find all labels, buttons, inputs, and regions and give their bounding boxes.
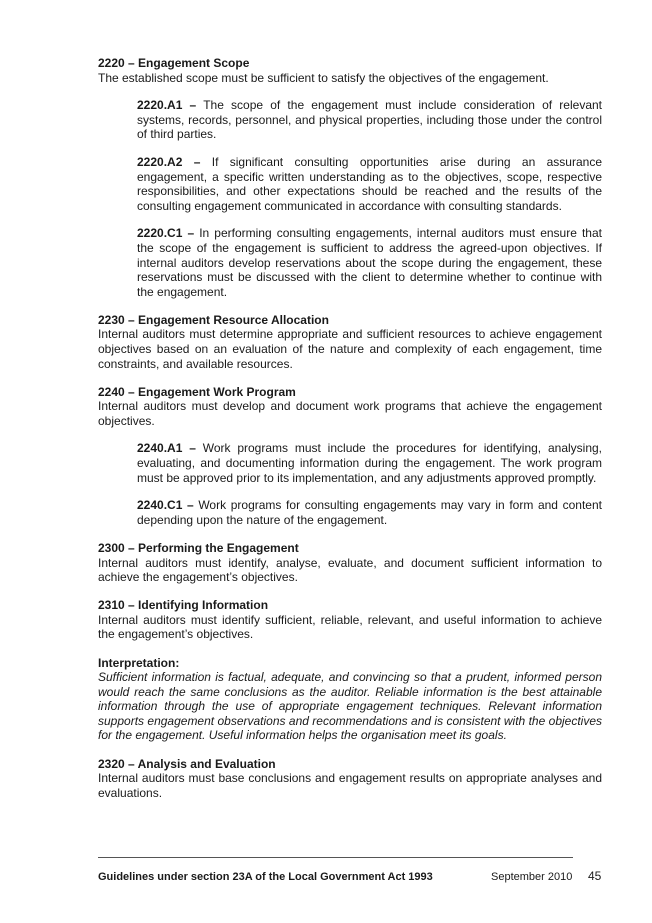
section-heading: 2240 – Engagement Work Program: [98, 384, 296, 399]
section-2300: [98, 541, 602, 585]
standard-code: 2220.A2 –: [137, 154, 201, 169]
standard-code: 2220.A1 –: [137, 98, 197, 113]
standard-2240-a1: [137, 441, 602, 485]
standard-text: Work programs must include the procedures for identifying, analysing, evaluating, and documenting information during the engagement. The work program must be approved prior to its implementation, and any adjustments approved promptly.: [137, 441, 603, 485]
section-text: The established scope must be sufficient to satisfy the objectives of the engagement.: [98, 70, 549, 85]
standard-2220-a2: [137, 155, 602, 213]
section-text: Internal auditors must base conclusions and engagement results on appropriate analyses and evaluations.: [98, 771, 602, 800]
standard-2220-c1: [137, 226, 602, 299]
standard-code: 2240.C1 –: [137, 498, 194, 513]
standard-text: Work programs for consulting engagements may vary in form and content depending upon the nature of the engagement.: [137, 498, 602, 527]
footer-date: September 2010: [491, 871, 573, 883]
interpretation-heading: Interpretation:: [98, 655, 180, 670]
section-heading: 2230 – Engagement Resource Allocation: [98, 312, 329, 327]
interpretation: [98, 656, 602, 744]
section-heading: 2310 – Identifying Information: [98, 598, 269, 613]
section-2240: [98, 385, 602, 528]
section-2320: [98, 757, 602, 801]
section-heading: 2220 – Engagement Scope: [98, 56, 250, 70]
section-text: Internal auditors must develop and document work programs that achieve the engagement objectives.: [98, 399, 602, 428]
document-body: [98, 56, 602, 814]
section-2230: [98, 313, 602, 371]
standard-2220-a1: [137, 98, 602, 142]
footer-divider: [98, 857, 573, 858]
section-2220: [98, 56, 602, 299]
standard-text: In performing consulting engagements, internal auditors must ensure that the scope of the engagement is sufficient to address the agreed-upon objectives. If internal auditors develop reservations about the scope during the engagement, these reservations must be discussed with the client to determine whether to continue with the engagement.: [137, 226, 602, 299]
standard-text: The scope of the engagement must include consideration of relevant systems, records, personnel, and physical properties, including those under the control of third parties.: [137, 98, 602, 142]
section-text: Internal auditors must identify, analyse, evaluate, and document sufficient information to achieve the engagement’s objectives.: [98, 555, 602, 585]
interpretation-text: Sufficient information is factual, adequate, and convincing so that a prudent, informed person would reach the same conclusions as the auditor. Reliable information is the best attainable information through the use of appropriate engagement techniques. Relevant information supports engagement observations and recommendations and is consistent with the objectives for the engagement. Useful information helps the organisation meet its goals.: [98, 670, 602, 743]
standard-2240-c1: [137, 498, 602, 527]
section-2310: [98, 598, 602, 642]
page-number: 45: [588, 869, 602, 883]
standard-code: 2240.A1 –: [137, 441, 196, 456]
standard-text: If significant consulting opportunities arise during an assurance engagement, a specific written understanding as to the objectives, scope, respective responsibilities, and other expectations should be reached and the results of the consulting engagement communicated in accordance with consulting standards.: [137, 154, 602, 213]
footer-title: Guidelines under section 23A of the Local Government Act 1993: [98, 871, 433, 883]
section-text: Internal auditors must determine appropriate and sufficient resources to achieve engagement objectives based on an evaluation of the nature and complexity of each engagement, time constraints, and available resources.: [98, 327, 602, 371]
section-text: Internal auditors must identify sufficient, reliable, relevant, and useful information to achieve the engagement’s objectives.: [98, 612, 602, 642]
section-heading: 2300 – Performing the Engagement: [98, 540, 299, 555]
standard-code: 2220.C1 –: [137, 226, 195, 241]
section-heading: 2320 – Analysis and Evaluation: [98, 756, 276, 771]
